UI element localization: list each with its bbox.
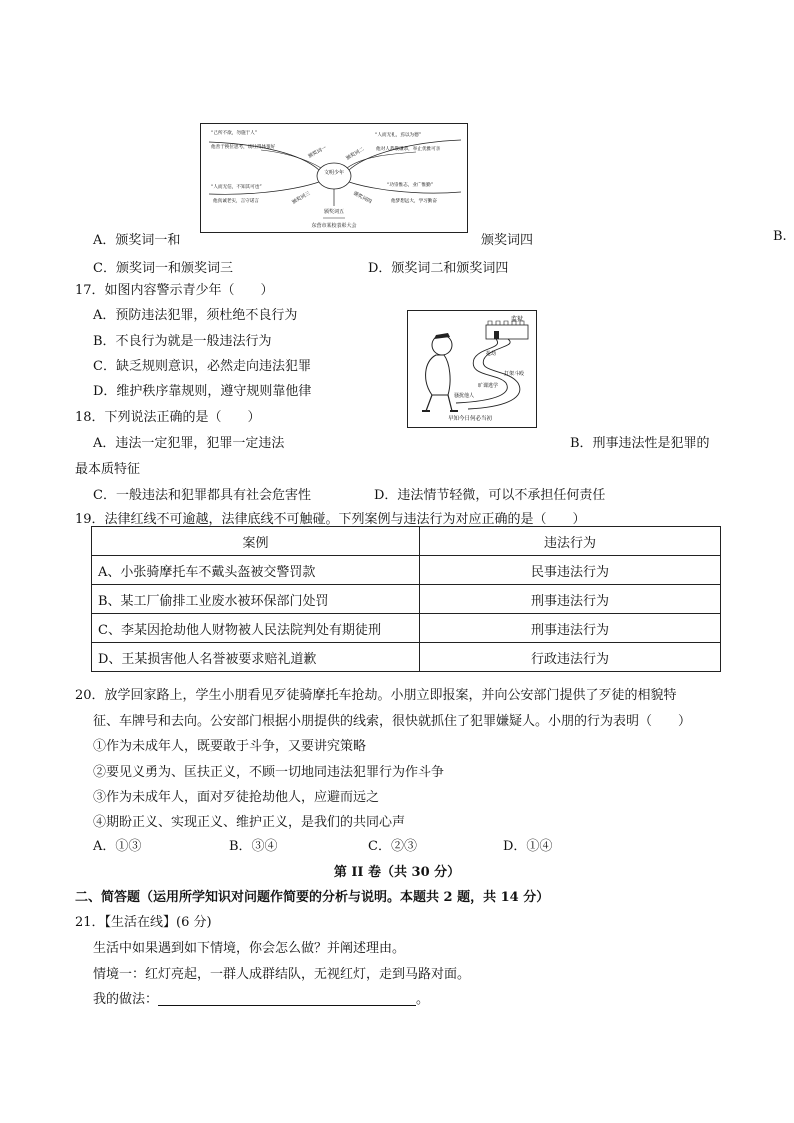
mindmap-award-1: 颁奖词一 — [307, 145, 328, 160]
cartoon-caption: 早知今日何必当初 — [447, 416, 493, 422]
q18-option-c: C．一般违法和犯罪都具有社会危害性 — [93, 488, 311, 503]
q21-title: 21．【生活在线】(6 分) — [75, 915, 212, 930]
table-header-row — [92, 527, 721, 556]
mindmap-p4-title: “功崇惟志，业广惟勤” — [387, 183, 434, 188]
cartoon-rob-label: 抢劫 — [486, 351, 497, 357]
mindmap-drawing — [201, 124, 467, 232]
mindmap-p1-text: 他善于换位思考，谈吐得体很好 — [211, 145, 276, 150]
table-cell-case: D、王某损害他人名誉被要求赔礼道歉 — [92, 643, 420, 672]
q16-option-b: B. — [773, 229, 787, 244]
warning-cartoon-figure — [407, 310, 537, 428]
q16-option-d: D．颁奖词二和颁奖词四 — [368, 261, 509, 276]
mindmap-footer: 东营市某校表彰大会 — [311, 223, 357, 229]
mindmap-center-label: 文明少年 — [323, 170, 345, 176]
q18-option-b: B．刑事违法性是犯罪的 — [570, 436, 710, 451]
cartoon-prison-label: 监狱 — [511, 316, 524, 323]
mindmap-p1-title: “己所不欲，勿施于人” — [211, 131, 258, 136]
q19-stem: 19．法律红线不可逾越，法律底线不可触碰。下列案例与违法行为对应正确的是（ ） — [75, 512, 586, 527]
q20-option-a: A．①③ — [93, 839, 142, 854]
q18-stem: 18．下列说法正确的是（ ） — [75, 410, 261, 425]
q16-option-c: C．颁奖词一和颁奖词三 — [93, 261, 233, 276]
q20-item-3: ③作为未成年人，面对歹徒抢劫他人，应避而远之 — [93, 790, 380, 805]
q17-option-a: A．预防违法犯罪，须杜绝不良行为 — [93, 308, 298, 323]
q16-option-a-tail: 颁奖词四 — [481, 233, 534, 248]
q20-option-c: C．②③ — [368, 839, 417, 854]
q17-option-d: D．维护秩序靠规则，遵守规则靠他律 — [93, 384, 312, 399]
table-cell-case: A、小张骑摩托车不戴头盔被交警罚款 — [92, 556, 420, 585]
q21-intro: 生活中如果遇到如下情境，你会怎么做？并阐述理由。 — [93, 941, 406, 956]
q20-option-d: D．①④ — [503, 839, 553, 854]
q21-answer-line — [93, 988, 429, 1007]
table-cell-case: B、某工厂偷排工业废水被环保部门处罚 — [92, 585, 420, 614]
q18-option-b-cont: 最本质特征 — [75, 462, 141, 477]
table-cell-violation: 刑事违法行为 — [420, 585, 721, 614]
cartoon-skip-label: 旷课逃学 — [478, 383, 499, 389]
part2-title: 第 II 卷（共 30 分） — [333, 865, 461, 880]
table-row — [92, 643, 721, 672]
q17-option-c: C．缺乏规则意识，必然走向违法犯罪 — [93, 359, 311, 374]
mindmap-award-3: 颁奖词三 — [291, 190, 312, 206]
q17-option-b: B．不良行为就是一般违法行为 — [93, 334, 272, 349]
q20-stem-line2: 征、车牌号和去向。公安部门根据小朋提供的线索，很快就抓住了犯罪嫌疑人。小朋的行为表明（ ） — [93, 714, 692, 729]
answer-prompt: 我的做法： — [93, 992, 159, 1007]
case-violation-table — [91, 526, 721, 672]
q20-item-4: ④期盼正义、实现正义、维护正义，是我们的共同心声 — [93, 815, 406, 830]
table-row — [92, 585, 721, 614]
answer-blank[interactable] — [158, 991, 416, 1006]
q18-option-d: D．违法情节轻微，可以不承担任何责任 — [374, 488, 606, 503]
q20-item-2: ②要见义勇为、匡扶正义，不顾一切地同违法犯罪行为作斗争 — [93, 765, 445, 780]
q18-option-a: A．违法一定犯罪，犯罪一定违法 — [93, 436, 285, 451]
cartoon-drawing — [408, 311, 536, 427]
table-header-case: 案例 — [92, 527, 420, 556]
table-header-violation: 违法行为 — [420, 527, 721, 556]
q20-stem-line1: 20．放学回家路上，学生小朋看见歹徒骑摩托车抢劫。小朋立即报案，并向公安部门提供了歹徒的相貌特 — [75, 688, 677, 703]
q17-stem: 17．如图内容警示青少年（ ） — [75, 283, 274, 298]
table-cell-case: C、李某因抢劫他人财物被人民法院判处有期徒刑 — [92, 614, 420, 643]
mindmap-award-4: 颁奖词四 — [352, 190, 373, 206]
mindmap-p3-text: 他真诚老实，言守诺言 — [213, 199, 259, 204]
award-mindmap-figure — [200, 123, 468, 233]
q20-option-b: B．③④ — [229, 839, 278, 854]
mindmap-p2-text: 他对人恭敬谦恭，举止优雅可亲 — [376, 147, 441, 152]
section-2-heading: 二、简答题（运用所学知识对问题作简要的分析与说明。本题共 2 题，共 14 分） — [75, 890, 550, 905]
q16-option-a: A．颁奖词一和 — [93, 233, 181, 248]
table-cell-violation: 民事违法行为 — [420, 556, 721, 585]
answer-end-mark: 。 — [416, 992, 430, 1007]
mindmap-p4-text: 他梦想远大，学习勤奋 — [391, 199, 437, 204]
mindmap-p2-title: “人而无礼，焉以为德” — [375, 133, 422, 138]
q21-scene-1: 情境一：红灯亮起，一群人成群结队，无视红灯，走到马路对面。 — [93, 967, 471, 982]
table-row — [92, 614, 721, 643]
mindmap-award-2: 颁奖词二 — [345, 146, 366, 162]
table-cell-violation: 行政违法行为 — [420, 643, 721, 672]
mindmap-p3-title: “人而无信，不知其可也” — [211, 185, 262, 190]
table-row — [92, 556, 721, 585]
cartoon-bully-label: 骚扰他人 — [454, 393, 475, 399]
q20-item-1: ①作为未成年人，既要敢于斗争，又要讲究策略 — [93, 739, 367, 754]
cartoon-fight-label: 打架斗殴 — [504, 371, 525, 377]
table-cell-violation: 刑事违法行为 — [420, 614, 721, 643]
mindmap-award-5: 颁奖词五 — [323, 209, 345, 215]
